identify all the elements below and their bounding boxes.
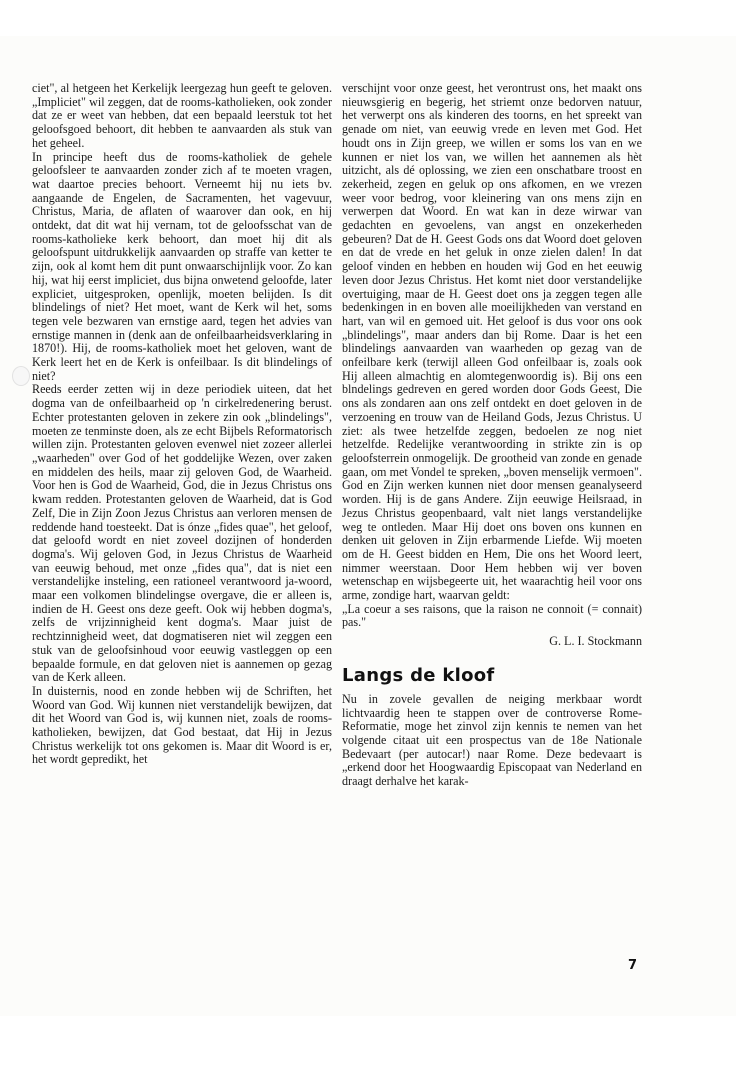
paragraph: verschijnt voor onze geest, het verontrust ons, het maakt ons nieuwsgierig en begerig, het striemt onze bedorven natuur, het verwerpt ons als kinderen des toorns, en het spreekt van genade om niet, van eeuwig vrede en leven met God. Het houdt ons in Zijn greep, we willen er soms los van en we kunnen er niet los van, we willen het aannemen als hèt uitzicht, als dé oplossing, we zien een onschatbare troost en zekerheid, zegen en geluk op ons afkomen, en we vrezen weer voor bedrog, voor kleinering van ons mens zijn en verwerpen dat Woord. En wat kan in deze wirwar van gedachten en gevoelens, van angst en onzekerheden gebeuren? Dat de H. Geest Gods ons dat Woord doet geloven en dat de vrede en het geluk in onze zielen dalen! In dat geloof vinden en hebben en houden wij God en het eeuwig leven door Jezus Christus. Het komt niet door verstandelijke overtuiging, maar de H. Geest doet ons ja zeggen tegen alle bedenkingen in en boven alle moeilijkheden van verstand en hart, van wil en gemoed uit. Het geloof is dus voor ons ook „blindelings", maar anders dan bij Rome. Daar is het een blindelings aanvaarden van waarheden op gezag van de onfeilbare kerk (terwijl alleen God onfeilbaar is, zoals ook Hij alleen almachtig en alomtegenwoordig is). Bij ons een blndelings gedreven en gered worden door Gods Geest, Die ons als zondaren aan ons zelf ontdekt en doet geloven in de verzoening en trouw van de Heiland Gods, Jezus Christus. U ziet: als twee hetzelfde zeggen, bedoelen ze nog niet hetzelfde. Redelijke verantwoording in strikte zin is op geloofsterrein onmogelijk. De grootheid van zonde en genade gaan, om met Vondel te spreken, „boven menselijk vermoen". God en Zijn werken kunnen niet door mensen geanalyseerd worden. Hij is de gans Andere. Zijn eeuwige Heilsraad, in Jezus Christus geopenbaard, valt niet langs verstandelijke weg te ontleden. Maar Hij doet ons boven ons kunnen en denken uit geloven in Zijn erbarmende Liefde. Wij moeten om de H. Geest bidden en Hem, Die ons het Woord leert, nimmer weerstaan. Door Hem hebben wij ver boven wetenschap en wijsbegeerte uit, het waarachtig heil voor ons arme, zondige hart, waarvan geldt:	[342, 81, 642, 603]
page-number: 7	[628, 958, 638, 973]
paragraph: ciet", al hetgeen het Kerkelijk leergezag hun geeft te geloven. „Impliciet" wil zeggen, dat de rooms-katholieken, ook zonder dat ze er weet van hebben, dat een bepaald leerstuk tot het geloofsgoed behoort, dit hebben te aanvaarden als stuk van het geheel.	[32, 81, 332, 150]
right-column	[342, 82, 642, 789]
paragraph: Nu in zovele gevallen de neiging merkbaar wordt lichtvaardig heen te stappen over de controverse Rome-Reformatie, moge het zinvol zijn kennis te nemen van het volgende citaat uit een prospectus van de 18e Nationale Bedevaart (per autocar!) naar Rome. Deze bedevaart is „erkend door het Hoogwaardig Episcopaat van Nederland en draagt derhalve het karak-	[342, 691, 642, 789]
author-signature: G. L. I. Stockmann	[549, 634, 642, 649]
binder-hole	[12, 366, 30, 386]
section-heading: Langs de kloof	[342, 664, 495, 686]
quote: „La coeur a ses raisons, que la raison ne connoit (= connait) pas."	[342, 601, 642, 630]
paragraph: Reeds eerder zetten wij in deze periodiek uiteen, dat het dogma van de onfeilbaarheid op 'n cirkelredenering berust. Echter protestanten geloven in zekere zin ook „blindelings", moeten ze tenminste doen, als ze echt Bijbels Reformatorisch willen zijn. Protestanten geloven evenwel niet zozeer allerlei „waarheden" over God of het goddelijke Wezen, over zaken en middelen des heils, maar zij geloven God, de Waarheid. Voor hen is God de Waarheid, God, die in Jezus Christus ons kwam redden. Protestanten geloven de Waarheid, dat is God Zelf, Die in Zijn Zoon Jezus Christus aan verloren mensen de reddende hand toesteekt. Dat is ónze „fides quae", het geloof, dat geloofd wordt en niet zoveel dozijnen of honderden dogma's. Wij geloven God, in Jezus Christus de Waarheid van eeuwig behoud, met onze „fides qua", dat is niet een verstandelijke insteling, een rationeel verantwoord ja-woord, maar een volkomen blindelingse overgave, die er alleen is, indien de H. Geest ons deze geeft. Ook wij hebben dogma's, zelfs de vrijzinnigheid kent dogma's. Maar juist de rechtzinnigheid weet, dat dogmatiseren niet wil zeggen een stuk van de geloofsinhoud voor eeuwig vastleggen op een bepaalde formule, en dat geloven niet is aannemen op gezag van de Kerk alleen.	[32, 382, 332, 685]
left-column	[32, 82, 332, 767]
paragraph: In duisternis, nood en zonde hebben wij de Schriften, het Woord van God. Wij kunnen niet verstandelijk bewijzen, dat dit het Woord van God is, wij kunnen niet, zoals de rooms-katholieken, bewijzen, dat God bestaat, dat Hij in Jezus Christus werkelijk tot ons gekomen is. Maar dit Woord is er, het wordt gepredikt, het	[32, 683, 332, 767]
paragraph: In principe heeft dus de rooms-katholiek de gehele geloofsleer te aanvaarden zonder zich af te moeten vragen, wat daartoe precies behoort. Verneemt hij nu iets bv. aangaande de Engelen, de Sacramenten, het vagevuur, Christus, Maria, de aflaten of waarover dan ook, en hij ontdekt, dat dit wat hij vernam, tot de geloofsschat van de rooms-katholieke kerk behoort, dan moet hij dit als geloofspunt uitdrukkelijk aanvaarden op straffe van ketter te zijn, ook al komt hem dit punt onwaarschijnlijk voor. Zo kan hij, wat hij eerst impliciet, dus bijna onwetend geloofde, later expliciet, uitgesproken, openlijk, moeten belijden. Is dit blindelings of niet? Het moet, want de Kerk wil het, soms tegen vele bezwaren van ernstige aard, tegen het advies van ernstige mannen in (denk aan de onfeilbaarheidsverklaring in 1870!). Hij, de rooms-katholiek moet het geloven, want de Kerk leert het en de Kerk is onfeilbaar. Is dit blindelings of niet?	[32, 149, 332, 383]
